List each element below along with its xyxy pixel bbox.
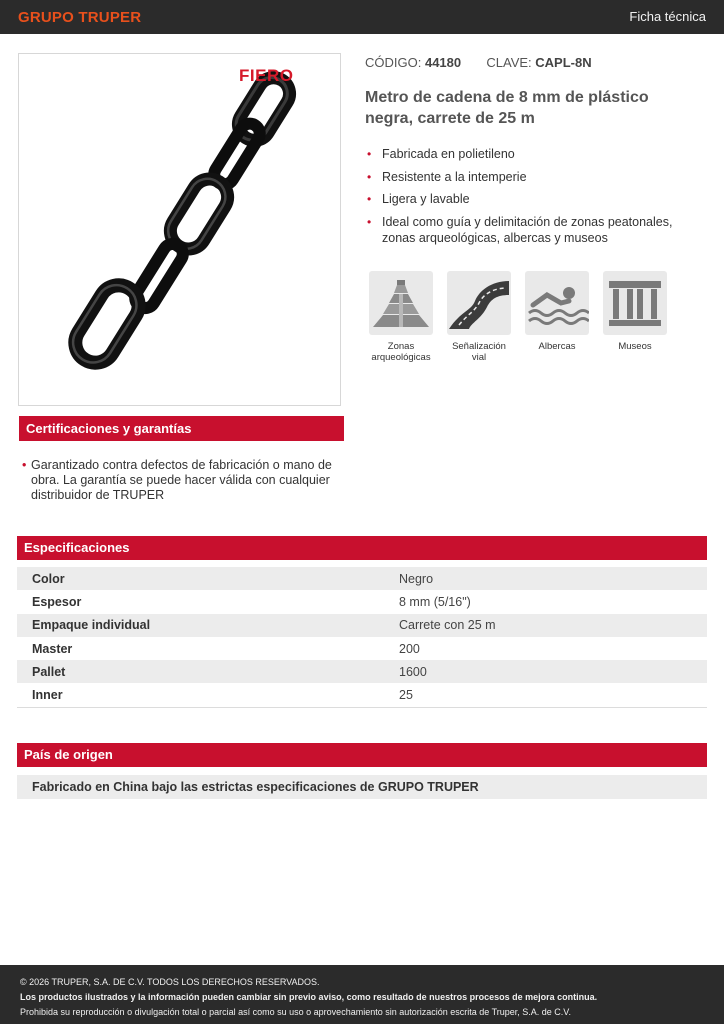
spec-key: Espesor — [32, 594, 82, 609]
product-title: Metro de cadena de 8 mm de plástico negra, carrete de 25 m — [365, 89, 649, 127]
application-label: Señalización vial — [452, 341, 506, 363]
table-row — [17, 637, 707, 660]
application-label: Museos — [618, 341, 652, 352]
spec-value: Negro — [399, 571, 434, 586]
document-type-label: Ficha técnica — [629, 9, 706, 24]
logo-word-truper: TRUPER — [78, 9, 142, 26]
footer-copyright: © 2026 TRUPER, S.A. DE C.V. TODOS LOS DERECHOS RESERVADOS. — [20, 977, 320, 987]
table-row — [17, 614, 707, 637]
certifications-heading: Certificaciones y garantías — [19, 416, 344, 441]
product-codes — [365, 55, 592, 70]
product-image — [18, 53, 341, 406]
application-label: Zonas arqueológicas — [371, 341, 431, 363]
spec-value: 8 mm (5/16") — [399, 594, 471, 609]
spec-value: 200 — [399, 641, 420, 656]
chain-icon — [19, 54, 341, 406]
table-row — [17, 660, 707, 683]
feature-item: • Resistente a la intemperie — [367, 169, 702, 185]
application-item — [602, 271, 668, 352]
clave-label: CLAVE: — [486, 55, 532, 70]
spec-value: 25 — [399, 688, 413, 703]
logo-word-grupo: GRUPO — [18, 9, 75, 26]
application-label: Albercas — [538, 341, 576, 352]
specifications-heading: Especificaciones — [17, 536, 707, 560]
warranty-text: • Garantizado contra defectos de fabricación o mano de obra. La garantía se puede hacer válida con cualquier distribuidor de TRUPER — [22, 458, 342, 503]
application-item — [368, 271, 434, 363]
brand-logo-fiero: FIERO — [239, 66, 294, 85]
clave-value: CAPL-8N — [535, 55, 592, 70]
grupo-truper-logo — [18, 9, 141, 26]
application-item — [446, 271, 512, 363]
codigo-value: 44180 — [424, 55, 462, 70]
footer — [0, 965, 724, 1024]
road-icon — [447, 271, 511, 335]
table-row — [17, 590, 707, 613]
footer-disclaimer: Los productos ilustrados y la información pueden cambiar sin previo aviso, como resultado de nuestros procesos de mejora continua. — [20, 992, 598, 1002]
footer-legal: Prohibida su reproducción o divulgación total o parcial así como su uso o aprovechamiento sin autorización escrita de Truper, S.A. de C.V. — [20, 1007, 571, 1017]
feature-list — [367, 146, 702, 252]
spec-key: Empaque individual — [32, 618, 151, 633]
spec-value: 1600 — [399, 664, 427, 679]
header-bar — [0, 0, 724, 34]
application-item — [524, 271, 590, 352]
swimmer-icon — [525, 271, 589, 335]
codigo-label: CÓDIGO: — [365, 55, 422, 70]
feature-item: • Ligera y lavable — [367, 191, 702, 207]
spec-key: Master — [32, 641, 73, 656]
museum-columns-icon — [603, 271, 667, 335]
feature-item: • Ideal como guía y delimitación de zonas peatonales, zonas arqueológicas, albercas y museos — [367, 214, 702, 246]
feature-item: • Fabricada en polietileno — [367, 146, 702, 162]
spec-value: Carrete con 25 m — [399, 618, 496, 633]
origin-heading: País de origen — [17, 743, 707, 767]
pyramid-icon — [369, 271, 433, 335]
table-row — [17, 683, 707, 706]
spec-key: Inner — [32, 688, 63, 703]
table-row — [17, 567, 707, 590]
applications — [367, 271, 697, 371]
spec-key: Color — [32, 571, 65, 586]
origin-text: Fabricado en China bajo las estrictas especificaciones de GRUPO TRUPER — [17, 775, 707, 799]
specifications-table — [17, 567, 707, 708]
spec-key: Pallet — [32, 664, 66, 679]
